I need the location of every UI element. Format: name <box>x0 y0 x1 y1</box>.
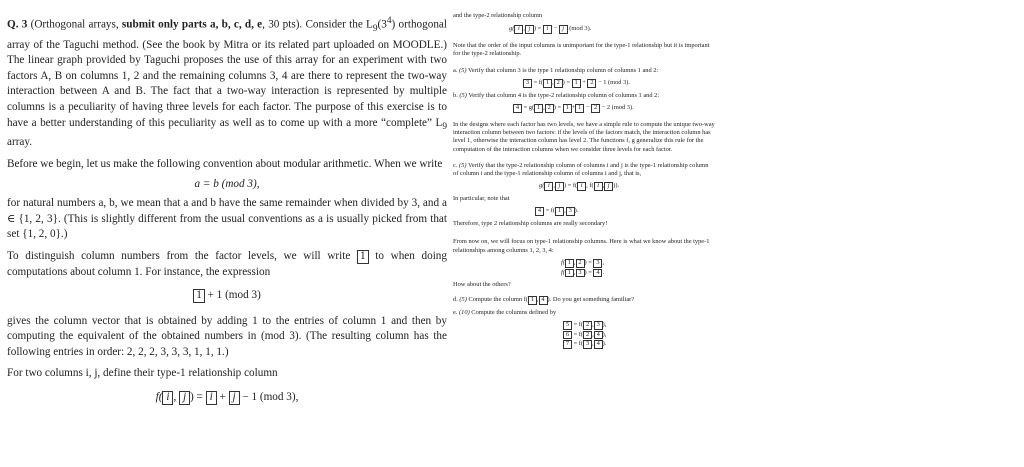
part-e-relation-3: 7 = f( 3 , 4 ). <box>453 339 715 349</box>
equation-type2: g( i , j ) = i − j (mod 3). <box>509 25 592 33</box>
part-b: b. (5) Verify that column 4 is the type-2 relationship column of columns 1 and 2: <box>453 91 660 99</box>
part-a: a. (5) Verify that column 3 is the type 1 relationship column of columns 1 and 2: <box>453 66 659 74</box>
in-particular-equation: 4 = f( 1 , 3 ). <box>453 206 715 216</box>
part-a-equation: 3 = f( 1 , 2 ) = 1 + 2 − 1 (mod 3). <box>453 78 715 88</box>
column-box: 1 <box>357 250 369 264</box>
type1-focus-paragraph: From now on, we will focus on type-1 relationship columns. Here is what we know about the type-1 relationships among columns 1, 2, 3, 4: <box>453 238 710 254</box>
right-column <box>453 12 715 349</box>
others-question: How about the others? <box>453 281 511 289</box>
two-level-rule-paragraph: In the designs where each factor has two levels, we have a simple rule to compute the unique two-way interaction column between two factors: if the levels of the factors match, the interaction column has level 1, otherwise the interaction column has level 2. The functions f, g generalize this rule for the computation of the interaction columns when we consider three levels for each factor. <box>453 120 715 153</box>
equation-example: 1 + 1 (mod 3) <box>7 288 447 304</box>
intro-paragraph: Q. 3 (Orthogonal arrays, submit only parts a, b, c, d, e, 30 pts). Consider the $L_9(3^4)$ orthogonal array of the Taguchi method. (See the book by Mitra or its related part uploaded on MOODLE.) The linear graph provided by Taguchi proposes the use of this array for an experiment with two factors A, B on columns 1, 2 and the remaining columns 3, 4 are there to represent the two-way interaction between A and B. The fact that a two-way interaction is represented by multiple columns is a peculiarity of having three levels for each factor. The purpose of this exercise is to have a better understanding of this peculiarity as well as to come up with a more “complete” $L_9$ array. <box>7 16 447 149</box>
type2-intro: and the type-2 relationship column <box>453 12 543 19</box>
in-particular: In particular, note that <box>453 195 510 203</box>
result-paragraph: gives the column vector that is obtained by adding 1 to the entries of column 1 and then by computing the equivalent of the obtained numbers in (mod 3). (The resulting column has the following entries in order: 2, 2, 2, 3, 3, 3, 1, 1, 1.) <box>7 314 447 358</box>
part-e-relation-2: 6 = f( 2 , 4 ), <box>453 330 715 340</box>
column-notation-paragraph: To distinguish column numbers from the factor levels, we will write 1 to when doing computations about column 1. For instance, the expression <box>7 249 447 278</box>
equation-mod: a = b (mod 3), <box>194 177 260 190</box>
part-e: e. (10) Compute the columns defined by <box>453 308 557 316</box>
remainder-paragraph: for natural numbers a, b, we mean that a and b have the same remainder when divided by 3, and a ∈ {1, 2, 3}. (This is slightly different from the usual conventions as a is usually picked from that set {1, 2, 0}.) <box>7 197 447 241</box>
type1-definition-paragraph: For two columns i, j, define their type-1 relationship column <box>7 367 278 380</box>
convention-paragraph: Before we begin, let us make the following convention about modular arithmetic. When we write <box>7 157 443 170</box>
known-relation-2: f( 1 , 3 ) = 4 . <box>561 268 605 276</box>
part-d: d. (5) Compute the column f( 1 , 4 ). Do you get something familiar? <box>453 295 635 303</box>
part-c: c. (5) Verify that the type-2 relationship column of columns i and j is the type-1 relationship column of column i and the type-1 relationship column of columns i and j, that is, <box>453 161 709 178</box>
part-b-equation: 4 = g( 1 , 2 ) = 1 + 1 − 2 − 2 (mod 3). <box>453 103 715 113</box>
known-relation-1: f( 1 , 2 ) = 3 , <box>561 259 605 267</box>
question-label: Q. 3 <box>7 18 28 31</box>
left-column <box>7 14 447 406</box>
equation-type1: f( i , j ) = i + j − 1 (mod 3), <box>155 391 299 404</box>
secondary-note: Therefore, type 2 relationship columns are really secondary! <box>453 220 608 228</box>
part-c-equation: g( i , j ) = f( i , f( i , j )). <box>539 182 620 190</box>
order-note: Note that the order of the input columns is unimportant for the type-1 relationship but it is important for the type-2 relationship. <box>453 42 710 58</box>
part-e-relation-1: 5 = f( 2 , 3 ), <box>453 320 715 330</box>
